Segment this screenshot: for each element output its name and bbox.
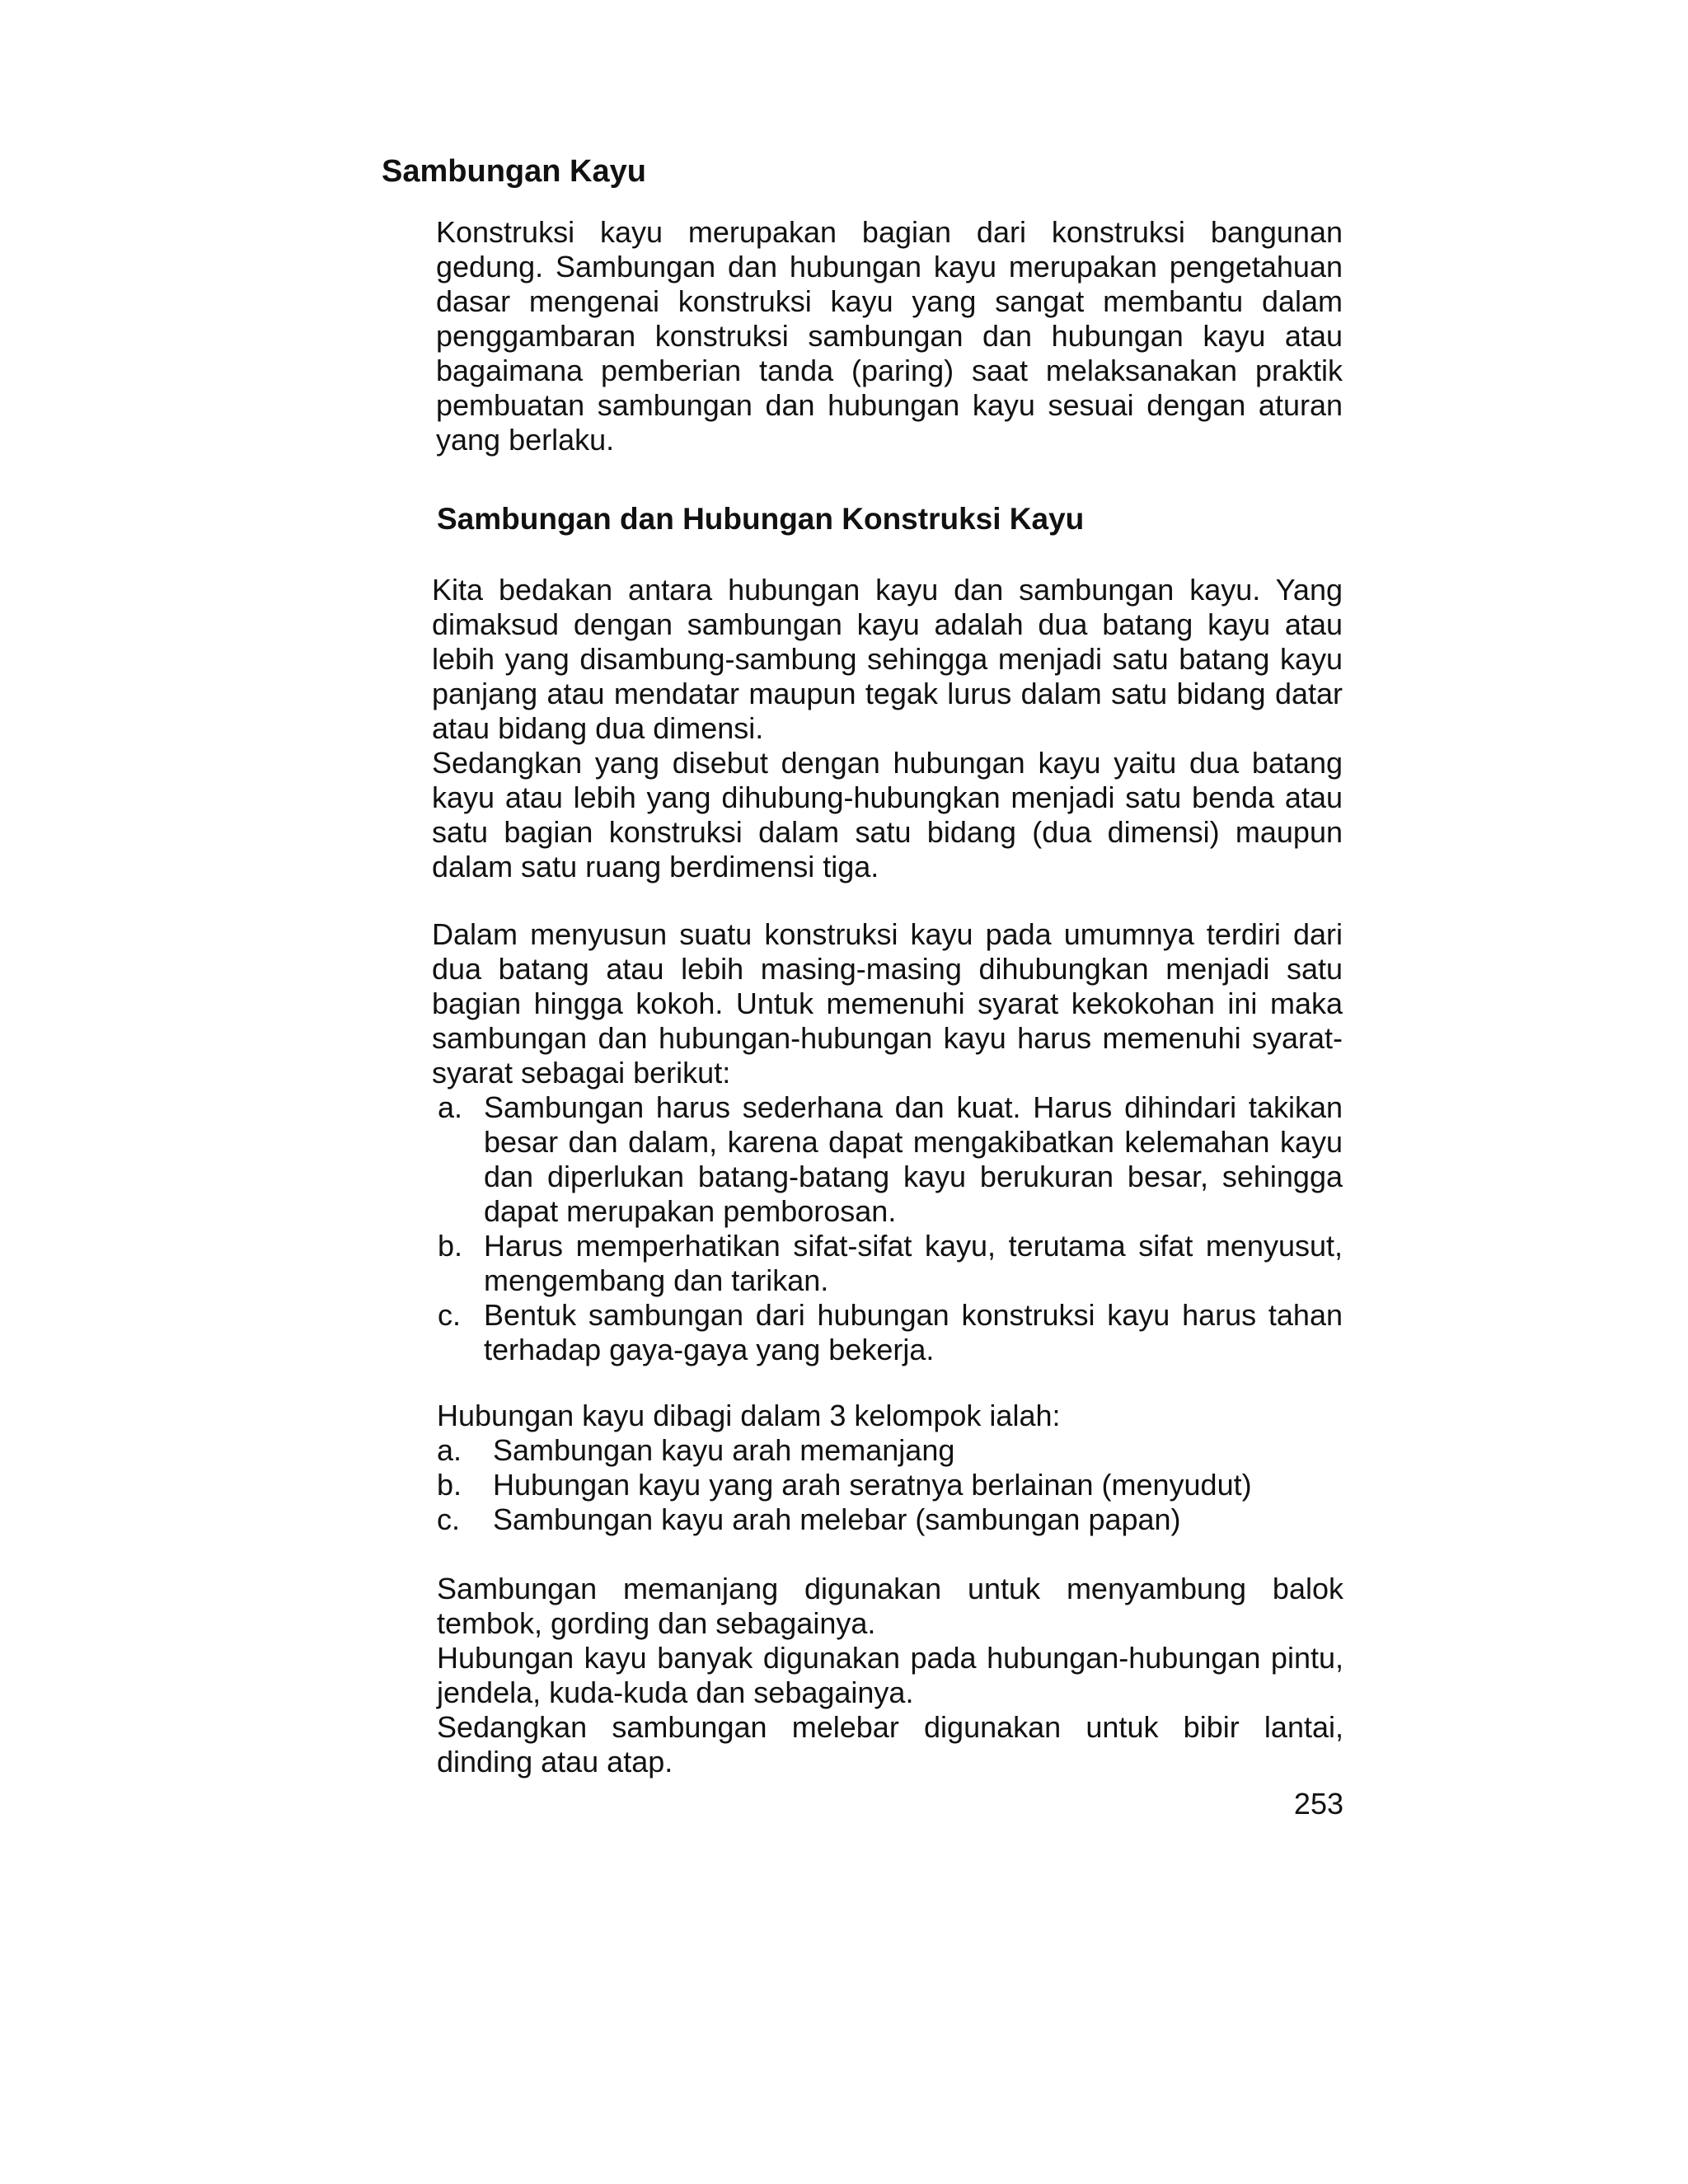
list-marker: b. (437, 1468, 462, 1502)
sambungan-definition-paragraph: Kita bedakan antara hubungan kayu dan sambungan kayu. Yang dimaksud dengan sambungan kayu adalah dua batang kayu atau lebih yang disambung-sambung sehingga menjadi satu batang kayu panjang atau mendatar maupun tegak lurus dalam satu bidang datar atau bidang dua dimensi. (432, 573, 1343, 745)
usage-memanjang-paragraph: Sambungan memanjang digunakan untuk menyambung balok tembok, gording dan sebagainya. (437, 1572, 1343, 1640)
page-number: 253 (1293, 1787, 1343, 1821)
page-title: Sambungan Kayu (382, 154, 646, 189)
list-item (437, 1433, 1343, 1468)
list-marker: a. (438, 1090, 463, 1124)
list-marker: c. (438, 1298, 462, 1332)
section-title: Sambungan dan Hubungan Konstruksi Kayu (437, 502, 1085, 536)
groups-list (437, 1433, 1343, 1537)
usage-hubungan-paragraph: Hubungan kayu banyak digunakan pada hubungan-hubungan pintu, jendela, kuda-kuda dan sebagainya. (437, 1641, 1343, 1709)
list-item (437, 1502, 1343, 1537)
intro-paragraph: Konstruksi kayu merupakan bagian dari konstruksi bangunan gedung. Sambungan dan hubungan kayu merupakan pengetahuan dasar mengenai konstruksi kayu yang sangat membantu dalam penggambaran konstruksi sambungan dan hubungan kayu atau bagaimana pemberian tanda (paring) saat melaksanakan praktik pembuatan sambungan dan hubungan kayu sesuai dengan aturan yang berlaku. (436, 215, 1343, 457)
groups-intro-paragraph: Hubungan kayu dibagi dalam 3 kelompok ialah: (437, 1399, 1061, 1432)
list-item-text: Bentuk sambungan dari hubungan konstruksi kayu harus tahan terhadap gaya-gaya yang bekerja. (484, 1298, 1343, 1366)
requirements-intro-paragraph: Dalam menyusun suatu konstruksi kayu pada umumnya terdiri dari dua batang atau lebih masing-masing dihubungkan menjadi satu bagian hingga kokoh. Untuk memenuhi syarat kekokohan ini maka sambungan dan hubungan-hubungan kayu harus memenuhi syarat-syarat sebagai berikut: (432, 917, 1343, 1090)
list-item-text: Sambungan harus sederhana dan kuat. Harus dihindari takikan besar dan dalam, karena dapat mengakibatkan kelemahan kayu dan diperlukan batang-batang kayu berukuran besar, sehingga dapat merupakan pemborosan. (484, 1090, 1343, 1228)
list-item-text: Hubungan kayu yang arah seratnya berlainan (menyudut) (493, 1468, 1252, 1502)
list-marker: a. (437, 1433, 462, 1467)
usage-melebar-paragraph: Sedangkan sambungan melebar digunakan untuk bibir lantai, dinding atau atap. (437, 1710, 1343, 1779)
list-item-text: Sambungan kayu arah melebar (sambungan papan) (493, 1502, 1181, 1536)
requirements-list (438, 1090, 1343, 1367)
list-item-text: Harus memperhatikan sifat-sifat kayu, terutama sifat menyusut, mengembang dan tarikan. (484, 1229, 1343, 1297)
list-marker: c. (437, 1502, 461, 1536)
list-item (437, 1468, 1343, 1502)
list-item (438, 1298, 1343, 1367)
list-item-text: Sambungan kayu arah memanjang (493, 1433, 955, 1467)
hubungan-definition-paragraph: Sedangkan yang disebut dengan hubungan kayu yaitu dua batang kayu atau lebih yang dihubung-hubungkan menjadi satu benda atau satu bagian konstruksi dalam satu bidang (dua dimensi) maupun dalam satu ruang berdimensi tiga. (432, 746, 1343, 883)
list-marker: b. (438, 1229, 463, 1263)
list-item (438, 1090, 1343, 1229)
list-item (438, 1229, 1343, 1298)
